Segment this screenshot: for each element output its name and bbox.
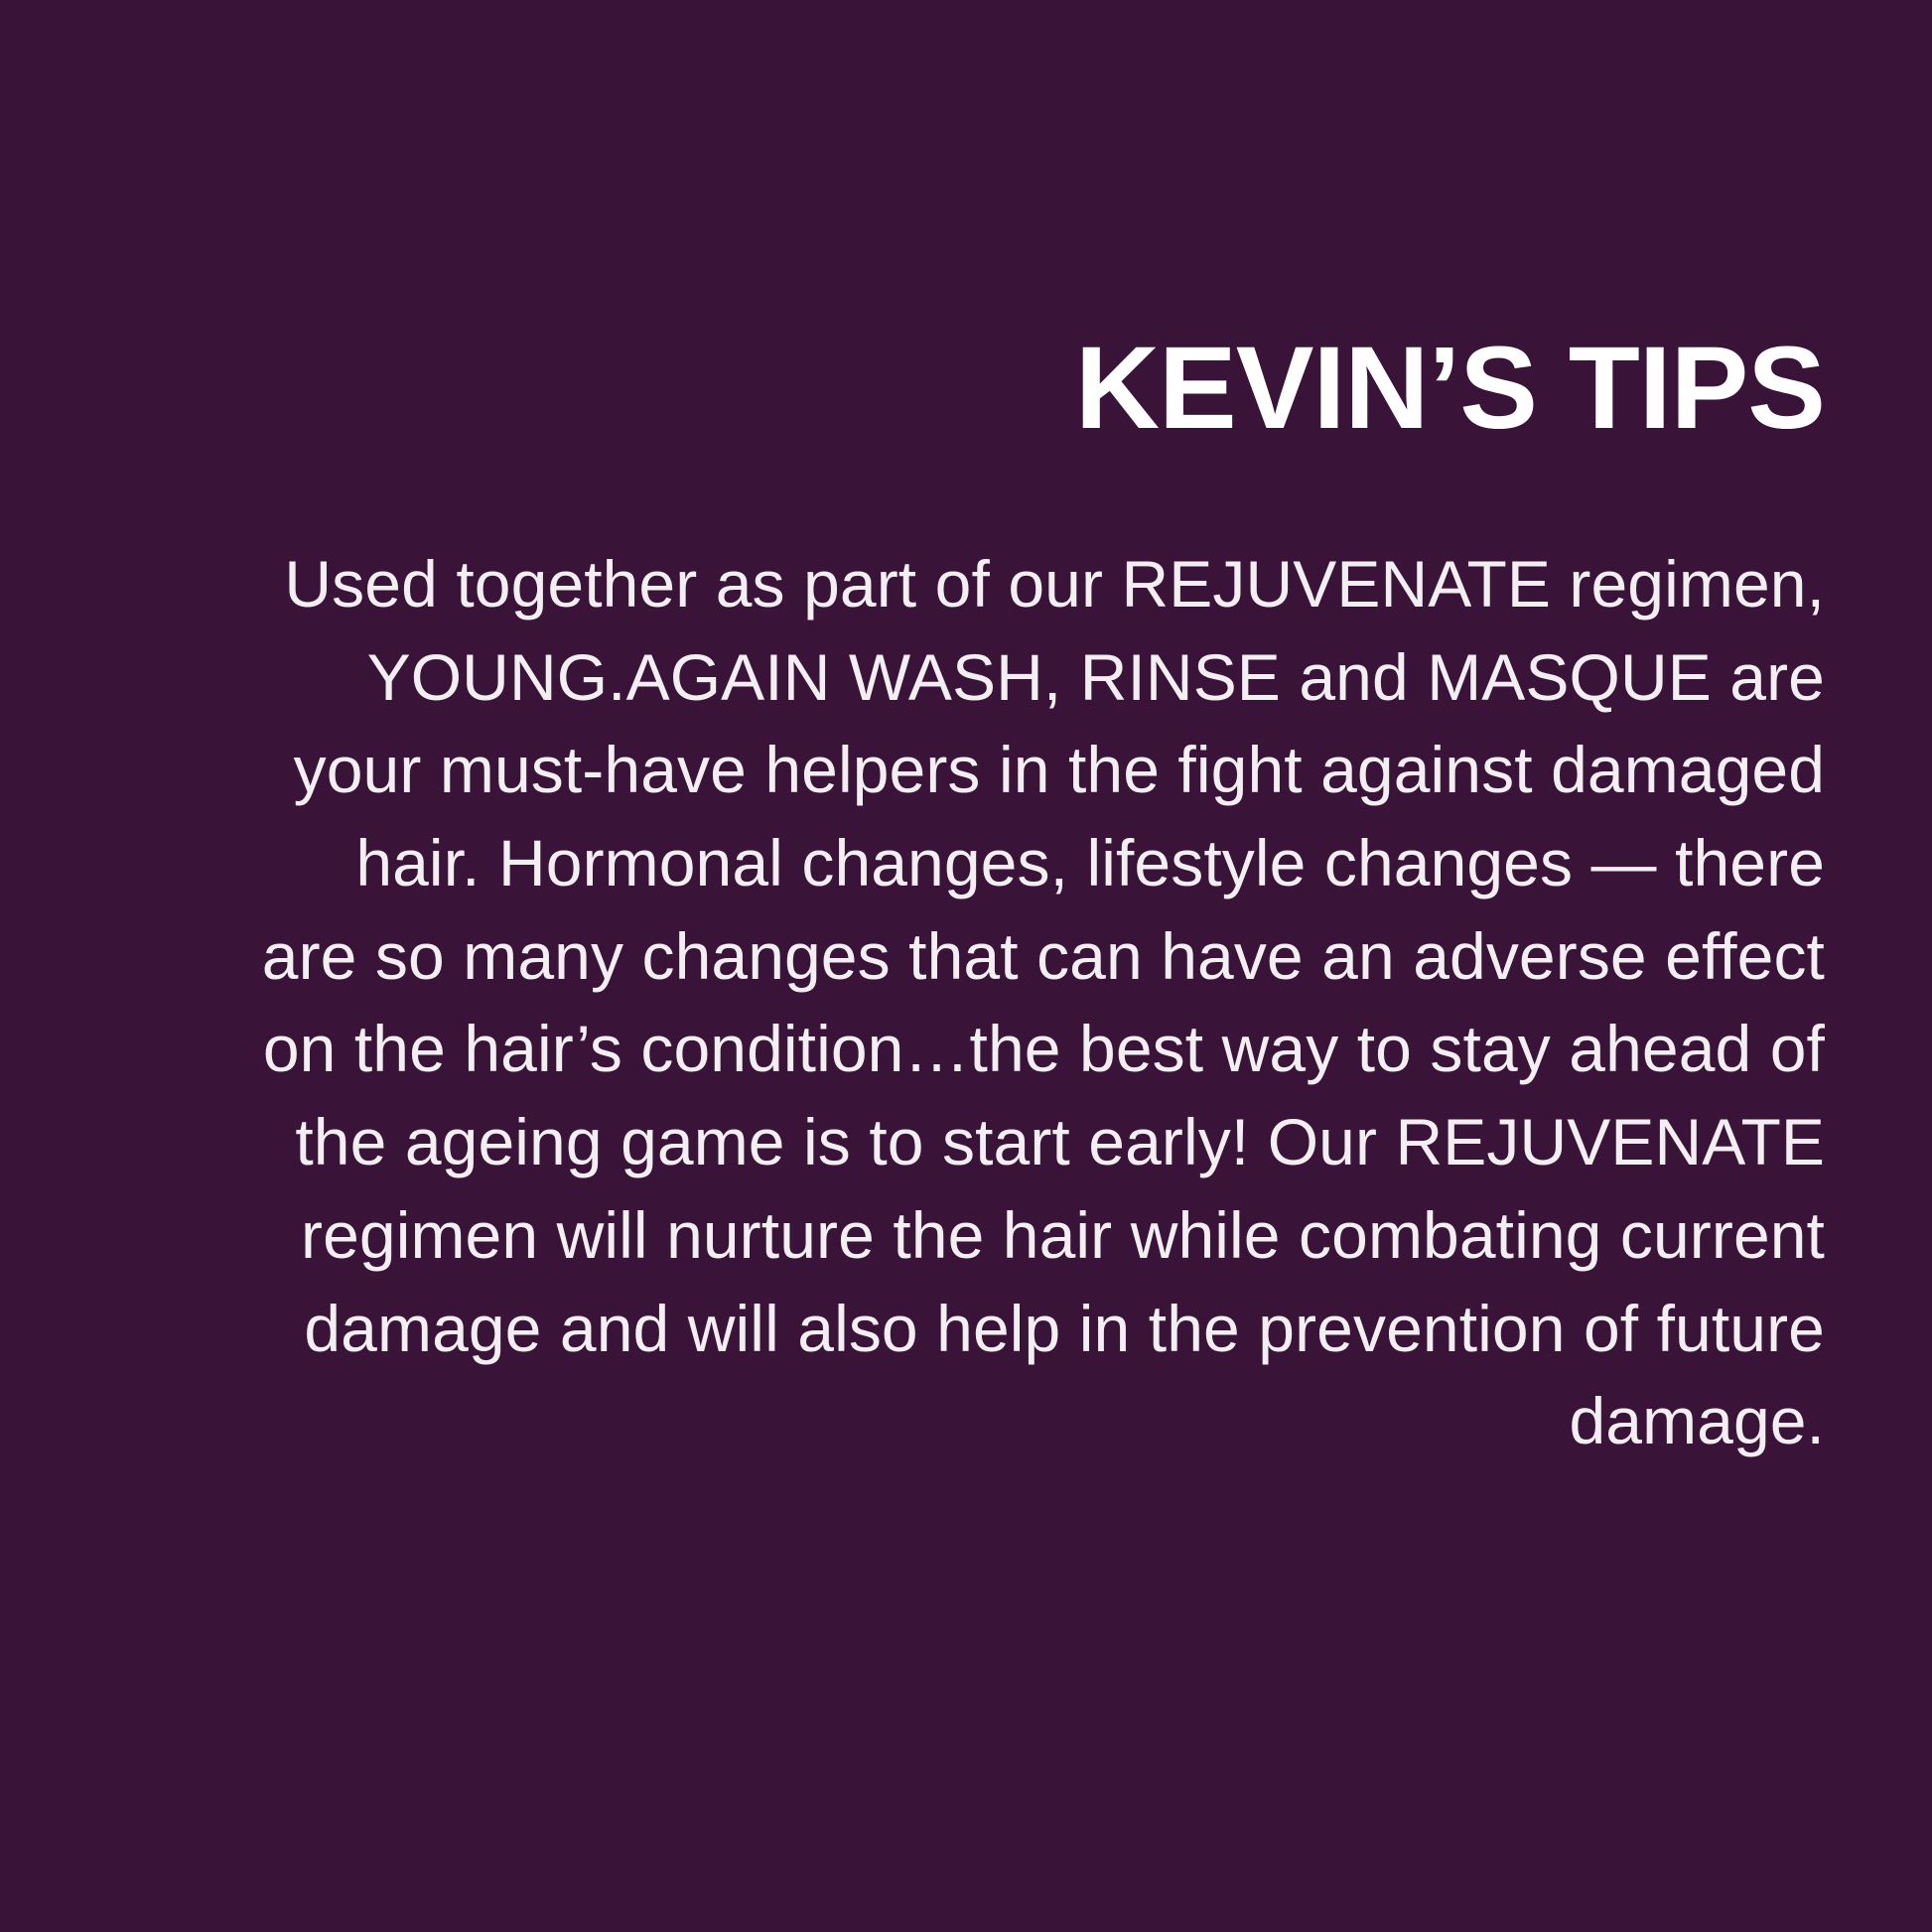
page-title: KEVIN’S TIPS [1074, 323, 1825, 454]
body-text: Used together as part of our REJUVENATE regimen, YOUNG.AGAIN WASH, RINSE and MASQUE are your must-have helpers in the fight against damaged hair. Hormonal changes, lifestyle changes — there are so many changes that can have an adverse effect on the hair’s condition…the best way to stay ahead of the ageing game is to start early! Our REJUVENATE regimen will nurture the hair while combating current damage and will also help in the prevention of future damage. [261, 546, 1825, 1458]
